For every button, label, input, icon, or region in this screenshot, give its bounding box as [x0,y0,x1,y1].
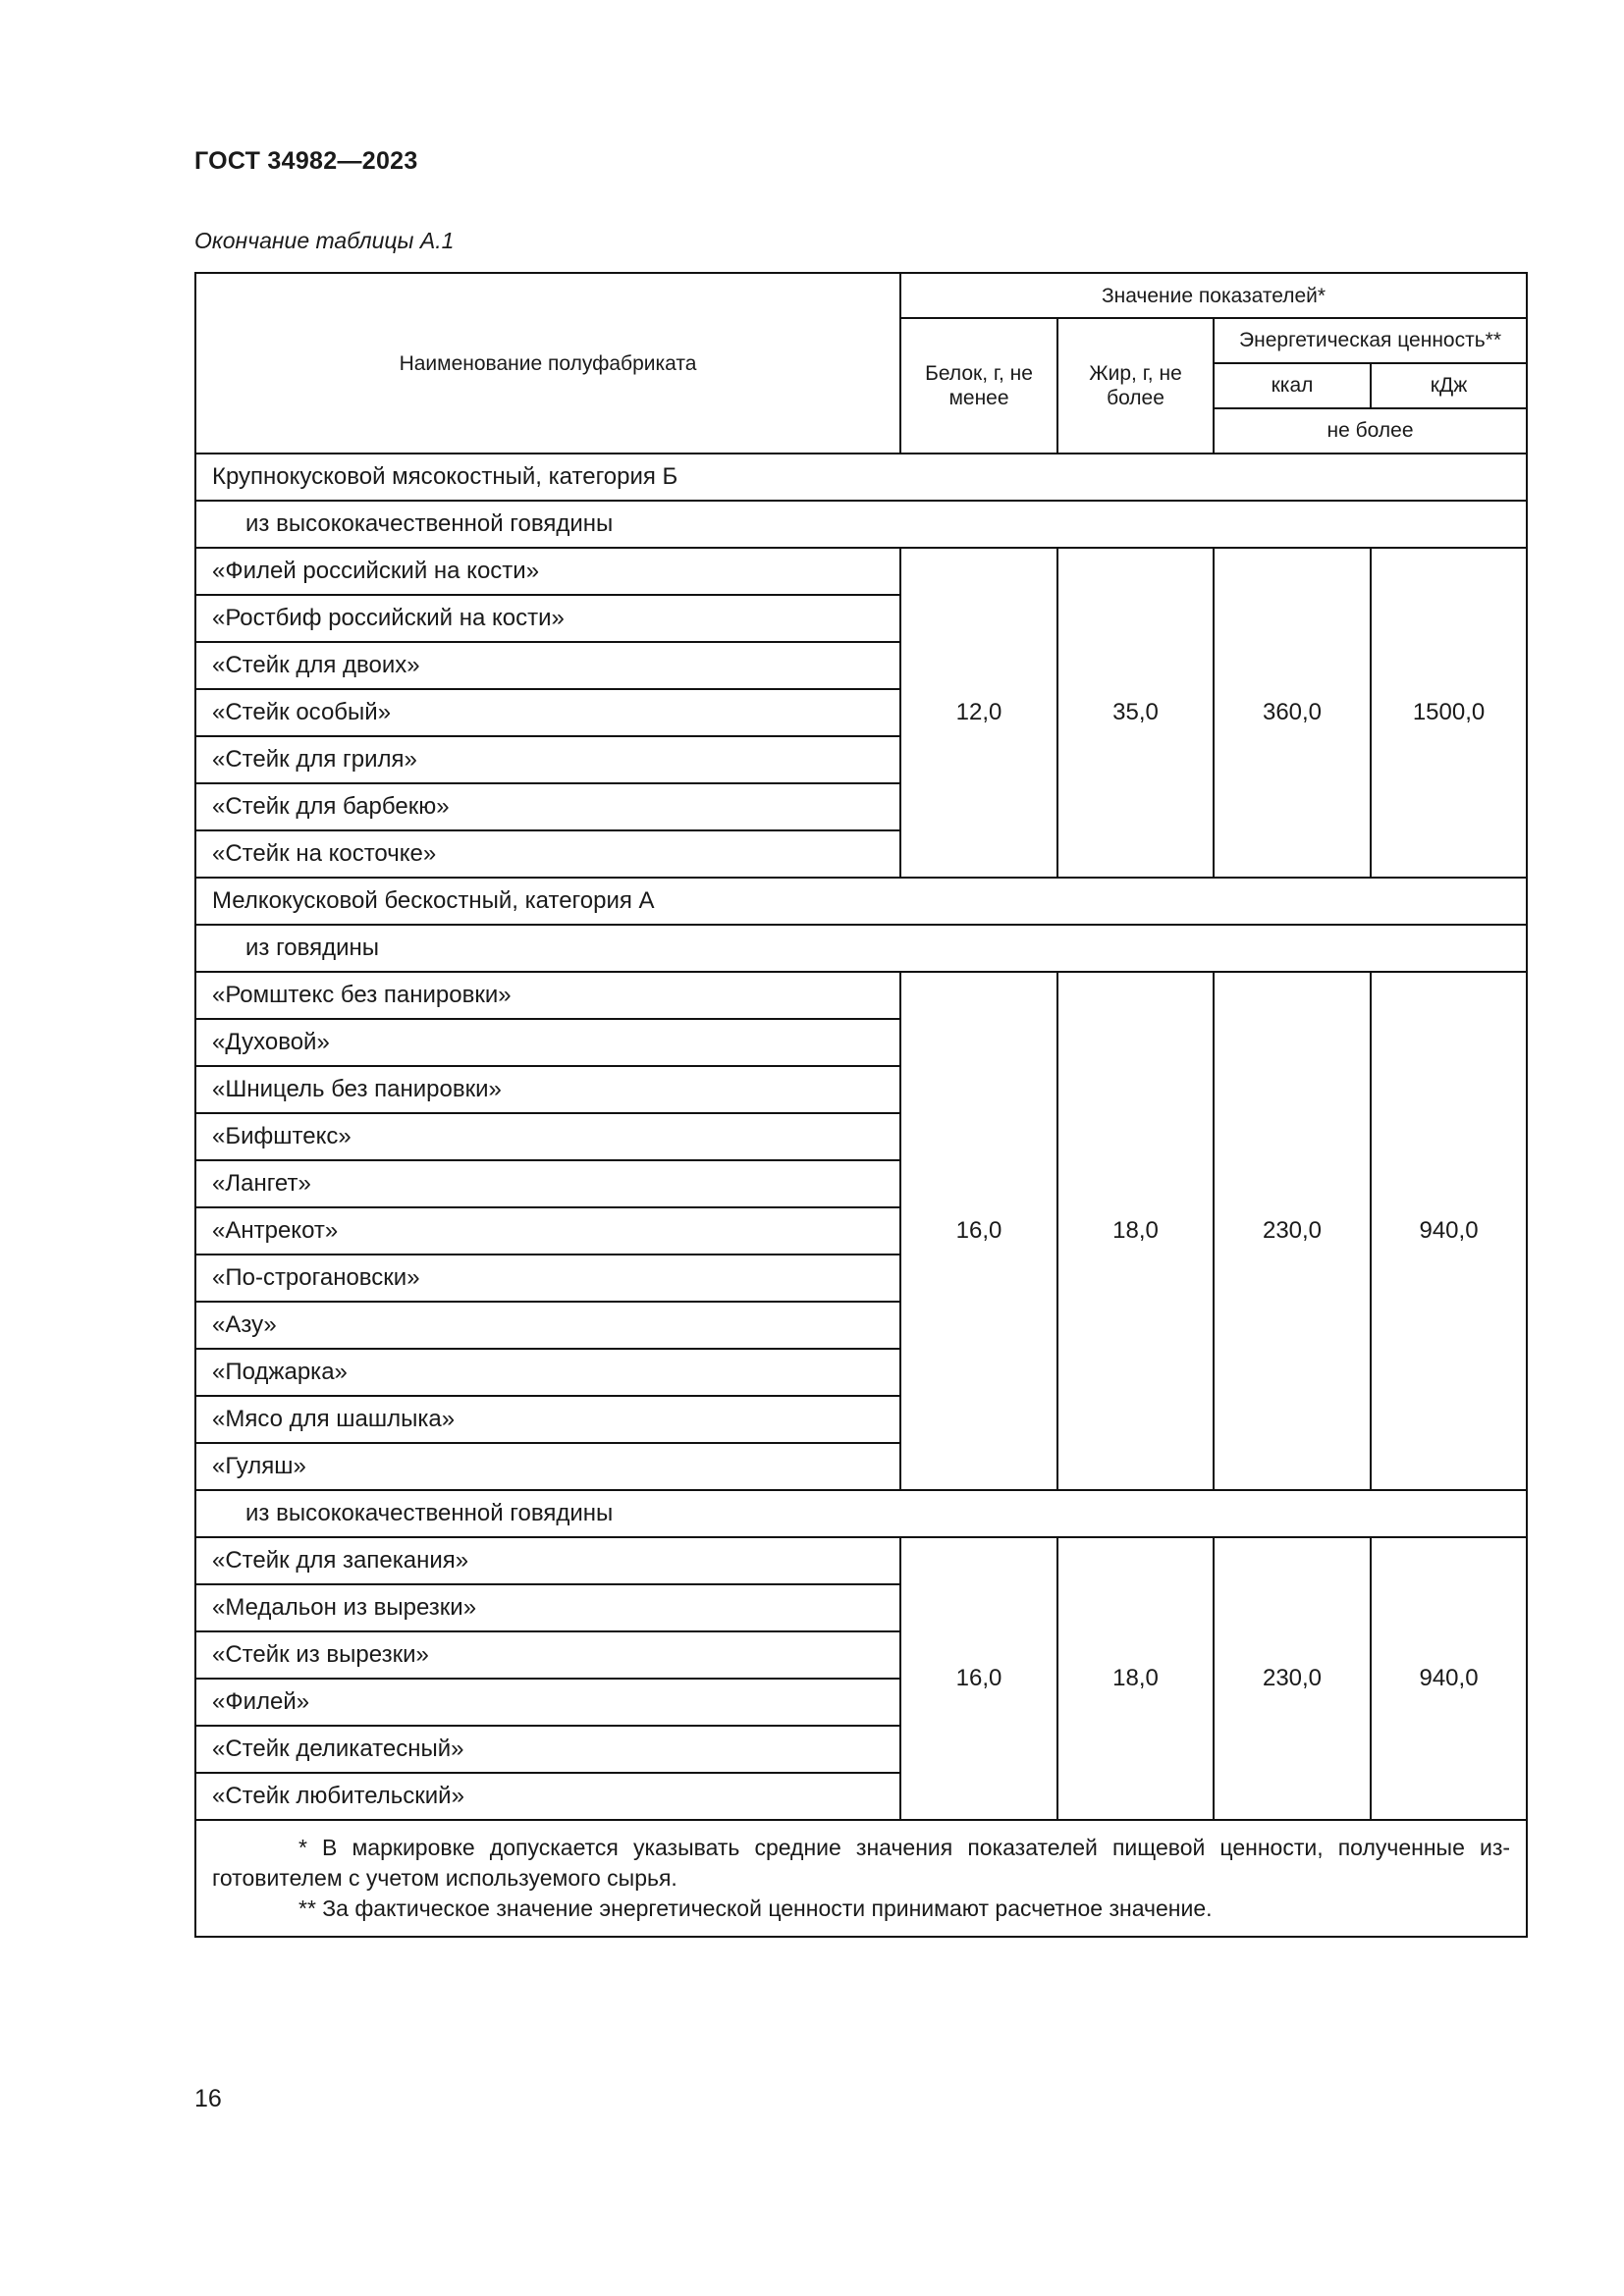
product-name: «Гуляш» [195,1443,900,1490]
table-caption: Окончание таблицы А.1 [194,228,455,253]
header-name-col: Наименование полуфабриката [195,273,900,454]
kcal-value: 230,0 [1214,1537,1371,1820]
subsection-label: из говядины [195,925,1527,972]
product-name: «Филей» [195,1679,900,1726]
document-id: ГОСТ 34982—2023 [194,147,418,175]
product-name: «Стейк из вырезки» [195,1631,900,1679]
product-name: «По-строгановски» [195,1255,900,1302]
header-values-group: Значение показателей* [900,273,1527,318]
kcal-value: 360,0 [1214,548,1371,878]
product-name: «Стейк для запекания» [195,1537,900,1584]
kj-value: 1500,0 [1371,548,1527,878]
protein-value: 16,0 [900,972,1057,1490]
page-number: 16 [194,2085,222,2112]
product-name: «Шницель без панировки» [195,1066,900,1113]
product-name: «Поджарка» [195,1349,900,1396]
product-name: «Азу» [195,1302,900,1349]
subsection-label: из высококачественной говядины [195,501,1527,548]
section-label: Мелкокусковой бескостный, категория А [195,878,1527,925]
subsection-row [195,501,1527,548]
table-row [195,1537,1527,1584]
kj-value: 940,0 [1371,1537,1527,1820]
product-name: «Ромштекс без панировки» [195,972,900,1019]
subsection-row [195,925,1527,972]
table-row [195,548,1527,595]
header-kj: кДж [1371,363,1527,408]
fat-value: 18,0 [1057,1537,1214,1820]
header-energy: Энергетическая ценность** [1214,318,1527,363]
header-protein: Белок, г, не менее [900,318,1057,454]
kcal-value: 230,0 [1214,972,1371,1490]
product-name: «Стейк для барбекю» [195,783,900,830]
product-name: «Медальон из вырезки» [195,1584,900,1631]
subsection-label: из высококачественной говядины [195,1490,1527,1537]
product-name: «Стейк особый» [195,689,900,736]
product-name: «Мясо для шашлыка» [195,1396,900,1443]
section-row [195,454,1527,501]
product-name: «Стейк для двоих» [195,642,900,689]
product-name: «Бифштекс» [195,1113,900,1160]
product-name: «Ростбиф российский на кости» [195,595,900,642]
product-name: «Антрекот» [195,1207,900,1255]
product-name: «Стейк любительский» [195,1773,900,1820]
kj-value: 940,0 [1371,972,1527,1490]
header-not-more: не более [1214,408,1527,454]
subsection-row [195,1490,1527,1537]
product-name: «Стейк деликатесный» [195,1726,900,1773]
nutrition-table [194,272,1528,1938]
fat-value: 35,0 [1057,548,1214,878]
product-name: «Стейк для гриля» [195,736,900,783]
product-name: «Лангет» [195,1160,900,1207]
section-row [195,878,1527,925]
table-notes [195,1820,1527,1937]
table-row [195,972,1527,1019]
header-kcal: ккал [1214,363,1371,408]
header-fat: Жир, г, не более [1057,318,1214,454]
fat-value: 18,0 [1057,972,1214,1490]
product-name: «Филей российский на кости» [195,548,900,595]
footnote-2: ** За фактическое значение энергетической ценности принимают расчетное значение. [298,1896,1213,1921]
protein-value: 16,0 [900,1537,1057,1820]
footnote-1: * В маркировке допускается указывать средние значения показателей пищевой ценности, полученные из-готовителем с учетом используемого сырья. [212,1835,1511,1891]
product-name: «Стейк на косточке» [195,830,900,878]
product-name: «Духовой» [195,1019,900,1066]
section-label: Крупнокусковой мясокостный, категория Б [195,454,1527,501]
protein-value: 12,0 [900,548,1057,878]
